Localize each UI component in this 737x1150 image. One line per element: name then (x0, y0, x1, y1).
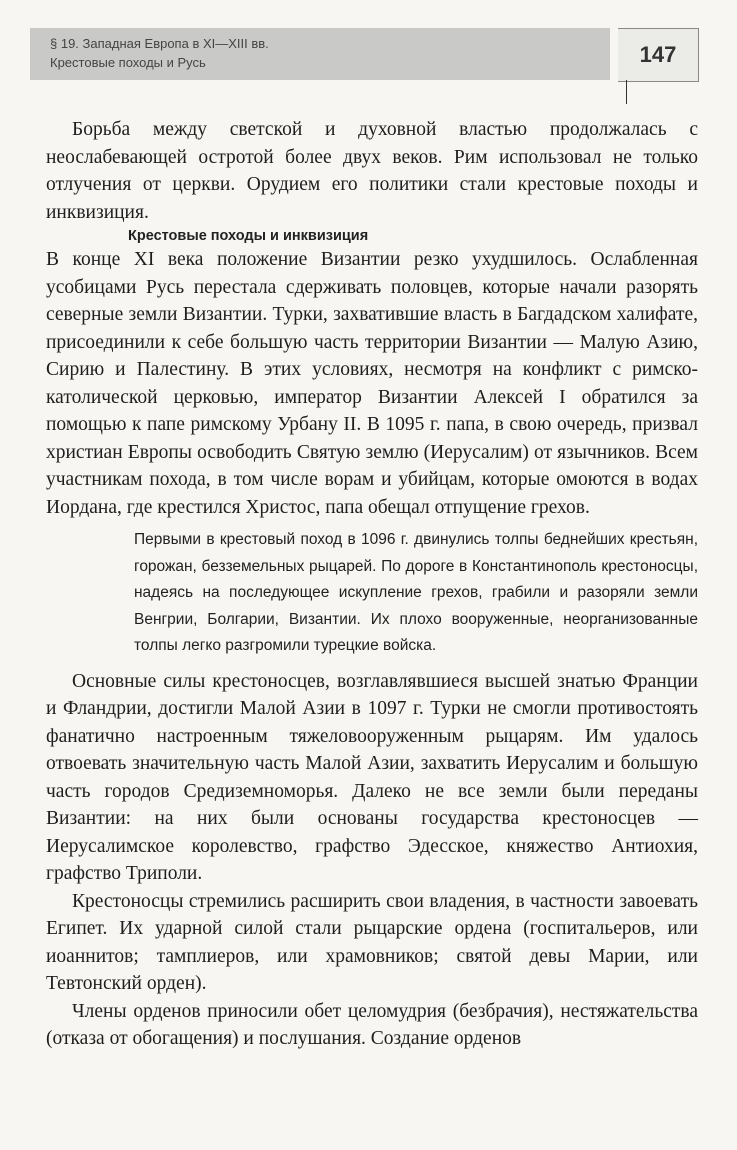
paragraph-byzantium: В конце XI века положение Византии резко ухудшилось. Ослабленная усобицами Русь перестала сдерживать половцев, которые начали разорять северные земли Византии. Турки, захватившие власть в Багдадском халифате, присоединили к себе большую часть территории Византии — Малую Азию, Сирию и Палестину. В этих условиях, несмотря на конфликт с римско-католической церковью, император Византии Алексей I обратился за помощью к папе римскому Урбану II. В 1095 г. папа, в свою очередь, призвал христиан Европы освободить Святую землю (Иерусалим) от язычников. Всем участникам похода, в том числе ворам и убийцам, которые омоются в водах Иордана, где крестился Христос, папа обещал отпущение грехов. (46, 249, 698, 518)
header-section-title: § 19. Западная Европа в XI—XIII вв. (50, 36, 269, 51)
paragraph-knight-orders: Крестоносцы стремились расширить свои владения, в частности завоевать Египет. Их ударной силой стали рыцарские ордена (госпитальеров, или иоаннитов; тамплиеров, или храмовников; святой девы Марии, или Тевтонский орден). (46, 890, 698, 994)
header-divider (626, 80, 627, 104)
paragraph-order-vows: Члены орденов приносили обет целомудрия (безбрачия), нестяжательства (отказа от обогащения) и послушания. Создание орденов (46, 1000, 698, 1049)
page-body (46, 116, 698, 1053)
running-header (30, 28, 610, 80)
paragraph-intro: Борьба между светской и духовной властью продолжалась с неослабевающей остротой более двух веков. Рим использовал не только отлучения от церкви. Орудием его политики стали крестовые походы и инквизиция. (46, 119, 698, 223)
page-number: 147 (618, 28, 699, 82)
paragraph-crusader-forces: Основные силы крестоносцев, возглавлявшиеся высшей знатью Франции и Фландрии, достигли Малой Азии в 1097 г. Турки не смогли противостоять фанатично настроенным тяжеловооруженным рыцарям. Им удалось отвоевать значительную часть Малой Азии, захватить Иерусалим и большую часть городов Средиземноморья. Далеко не все земли были переданы Византии: на них были основаны государства крестоносцев — Иерусалимское королевство, графство Эдесское, княжество Антиохия, графство Триполи. (46, 670, 698, 884)
header-section-subtitle: Крестовые походы и Русь (50, 55, 206, 70)
sidebar-note: Первыми в крестовый поход в 1096 г. двинулись толпы беднейших крестьян, горожан, безземельных рыцарей. По дороге в Константинополь крестоносцы, надеясь на последующее искупление грехов, грабили и разоряли земли Венгрии, Болгарии, Византии. Их плохо вооруженные, неорганизованные толпы легко разгромили турецкие войска. (134, 531, 698, 654)
section-heading: Крестовые походы и инквизиция (128, 228, 369, 244)
